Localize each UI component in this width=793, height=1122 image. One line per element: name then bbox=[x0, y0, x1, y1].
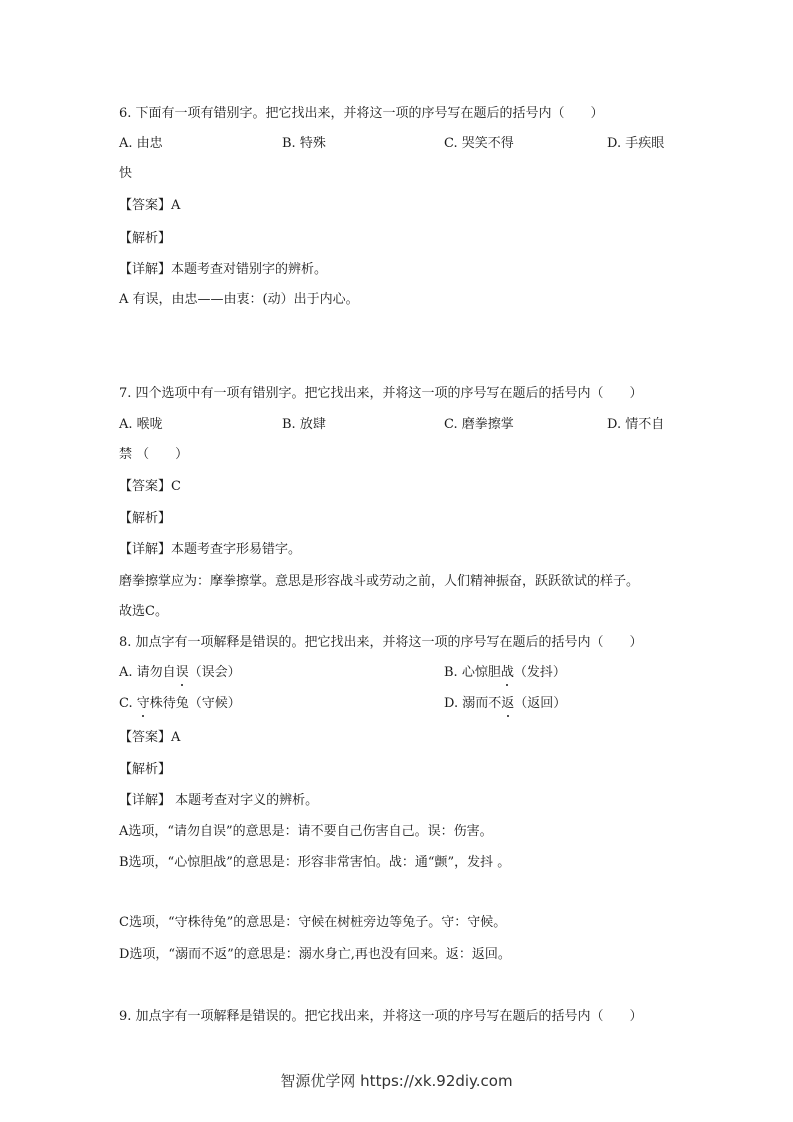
footer-watermark: 智源优学网 https://xk.92diy.com bbox=[280, 1072, 513, 1090]
q8-explanation-b: B选项，“心惊胆战”的意思是：形容非常害怕。战：通“颤”，发抖 。 bbox=[119, 855, 511, 870]
q8-option-a-suffix: （误会） bbox=[188, 665, 241, 680]
q8-detail: 【详解】 本题考查对字义的辨析。 bbox=[119, 793, 319, 808]
q6-explanation: A 有误，由忠——由衷：(动）出于内心。 bbox=[119, 292, 359, 307]
q8-option-c-prefix: C. bbox=[119, 696, 137, 711]
q8-explanation-c: C选项，“守株待兔”的意思是：守候在树桩旁边等兔子。守：守候。 bbox=[119, 915, 507, 930]
q8-option-b-dotted-char: 战 bbox=[500, 665, 514, 680]
q8-analysis-label: 【解析】 bbox=[119, 762, 172, 777]
q7-explanation-1: 磨拳擦掌应为：摩拳擦掌。意思是形容战斗或劳动之前，人们精神振奋，跃跃欲试的样子。 bbox=[119, 574, 640, 589]
q8-option-c-dotted-char: 守 bbox=[136, 696, 150, 711]
q8-option-d-dotted-char: 返 bbox=[501, 696, 515, 711]
q7-option-a: A. 喉咙 bbox=[119, 417, 163, 432]
q6-option-d: D. 手疾眼 bbox=[607, 136, 665, 151]
q8-explanation-d: D选项，“溺而不返”的意思是：溺水身亡,再也没有回来。返：返回。 bbox=[119, 947, 511, 962]
q7-analysis-label: 【解析】 bbox=[119, 511, 172, 526]
q6-option-a: A. 由忠 bbox=[119, 136, 163, 151]
q6-option-d-continuation: 快 bbox=[119, 166, 133, 181]
q6-option-b: B. 特殊 bbox=[282, 136, 326, 151]
q8-option-c bbox=[119, 695, 241, 713]
q7-answer: 【答案】C bbox=[119, 479, 181, 494]
q8-option-d-suffix: （返回） bbox=[514, 696, 567, 711]
q6-answer: 【答案】A bbox=[119, 198, 181, 213]
q8-question: 8. 加点字有一项解释是错误的。把它找出来，并将这一项的序号写在题后的括号内（ ） bbox=[119, 635, 643, 650]
q8-option-a bbox=[119, 664, 241, 682]
q8-option-d-prefix: D. 溺而不 bbox=[444, 696, 502, 711]
q6-analysis-label: 【解析】 bbox=[119, 231, 172, 246]
q8-answer: 【答案】A bbox=[119, 730, 181, 745]
q8-option-c-suffix: 株待兔（守候） bbox=[149, 696, 241, 711]
q7-question: 7. 四个选项中有一项有错别字。把它找出来，并将这一项的序号写在题后的括号内（ ） bbox=[119, 386, 643, 401]
q7-option-d: D. 情不自 bbox=[607, 417, 665, 432]
q8-option-b-suffix: （发抖） bbox=[513, 665, 566, 680]
q7-detail: 【详解】本题考查字形易错字。 bbox=[119, 542, 302, 557]
q7-option-b: B. 放肆 bbox=[282, 417, 326, 432]
q8-option-b-prefix: B. 心惊胆 bbox=[444, 665, 501, 680]
q8-option-a-prefix: A. 请勿自 bbox=[119, 665, 176, 680]
q8-option-d bbox=[444, 695, 566, 713]
q6-detail: 【详解】本题考查对错别字的辨析。 bbox=[119, 262, 328, 277]
q8-option-a-dotted-char: 误 bbox=[175, 665, 189, 680]
q6-option-c: C. 哭笑不得 bbox=[444, 136, 514, 151]
q7-option-c: C. 磨拳擦掌 bbox=[444, 417, 514, 432]
q6-question: 6. 下面有一项有错别字。把它找出来，并将这一项的序号写在题后的括号内（ ） bbox=[119, 106, 604, 121]
q8-explanation-a: A选项，“请勿自误”的意思是：请不要自己伤害自己。误：伤害。 bbox=[119, 824, 493, 839]
q7-option-d-continuation: 禁 （ ） bbox=[119, 447, 189, 462]
q9-question: 9. 加点字有一项解释是错误的。把它找出来，并将这一项的序号写在题后的括号内（ ） bbox=[119, 1009, 643, 1024]
q7-explanation-2: 故选C。 bbox=[119, 604, 168, 619]
q8-option-b bbox=[444, 664, 566, 682]
